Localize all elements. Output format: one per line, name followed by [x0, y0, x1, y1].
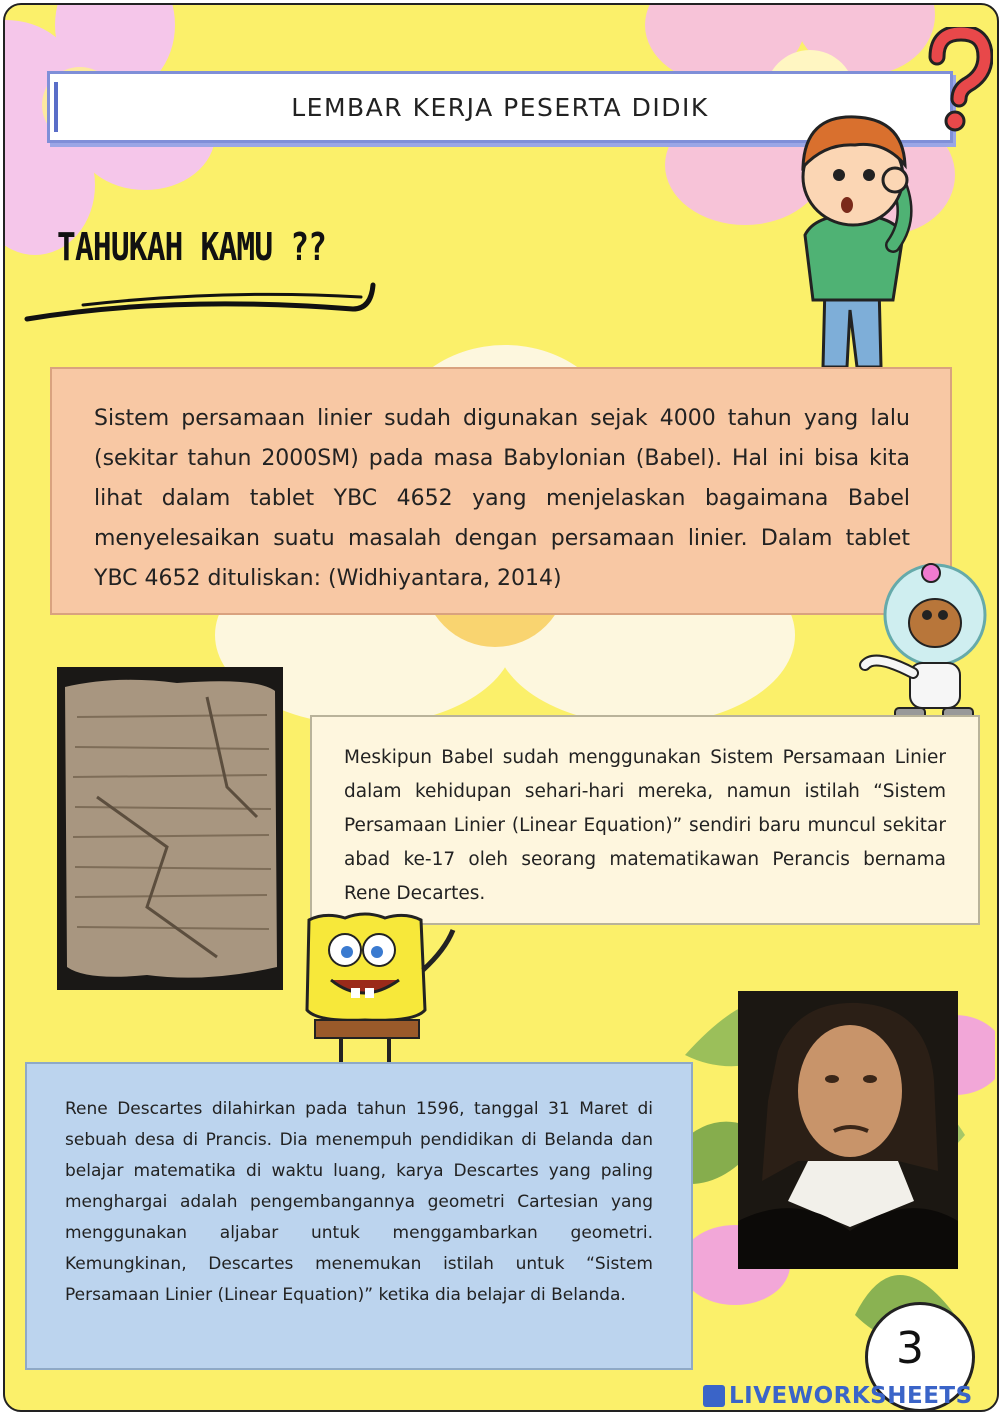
info-box-history	[50, 367, 952, 615]
babylonian-tablet-image	[57, 667, 283, 990]
worksheet-page	[3, 3, 999, 1412]
liveworksheets-logo-icon	[703, 1385, 725, 1407]
history-paragraph: Sistem persamaan linier sudah digunakan sejak 4000 tahun yang lalu (sekitar tahun 2000SM) pada masa Babylonian (Babel). Hal ini bisa kita lihat dalam tablet YBC 4652 yang menjelaskan bagaimana Babel menyelesaikan suatu masalah dengan persamaan linier. Dalam tablet YBC 4652 dituliskan: (Widhiyantara, 2014)	[94, 406, 910, 591]
rene-descartes-portrait	[738, 991, 958, 1269]
origin-paragraph: Meskipun Babel sudah menggunakan Sistem Persamaan Linier dalam kehidupan sehari-hari mereka, namun istilah “Sistem Persamaan Linier (Linear Equation)” sendiri baru muncul sekitar abad ke-17 oleh seorang matematikawan Perancis bernama Rene Decartes.	[344, 747, 946, 904]
biography-paragraph: Rene Descartes dilahirkan pada tahun 1596, tanggal 31 Maret di sebuah desa di Prancis. Dia menempuh pendidikan di Belanda dan belajar matematika di waktu luang, karya Descartes yang paling menghargai adalah pengembangannya geometri Cartesian yang menggunakan aljabar untuk menggambarkan geometri. Kemungkinan, Descartes menemukan istilah untuk “Sistem Persamaan Linier (Linear Equation)” ketika dia belajar di Belanda.	[65, 1099, 653, 1305]
info-box-descartes-biography	[25, 1062, 693, 1370]
headline-underline-swoosh	[23, 275, 383, 335]
page-title: LEMBAR KERJA PESERTA DIDIK	[291, 92, 709, 122]
header-stripe	[54, 82, 58, 132]
page-number: 3	[896, 1322, 924, 1374]
info-box-origin-term	[310, 715, 980, 925]
section-headline: TAHUKAH KAMU ??	[57, 225, 327, 269]
sandy-cheeks-illustration	[855, 553, 990, 738]
liveworksheets-watermark: LIVEWORKSHEETS	[729, 1383, 973, 1409]
question-mark-icon	[923, 27, 993, 132]
thinking-boy-illustration	[775, 105, 925, 390]
